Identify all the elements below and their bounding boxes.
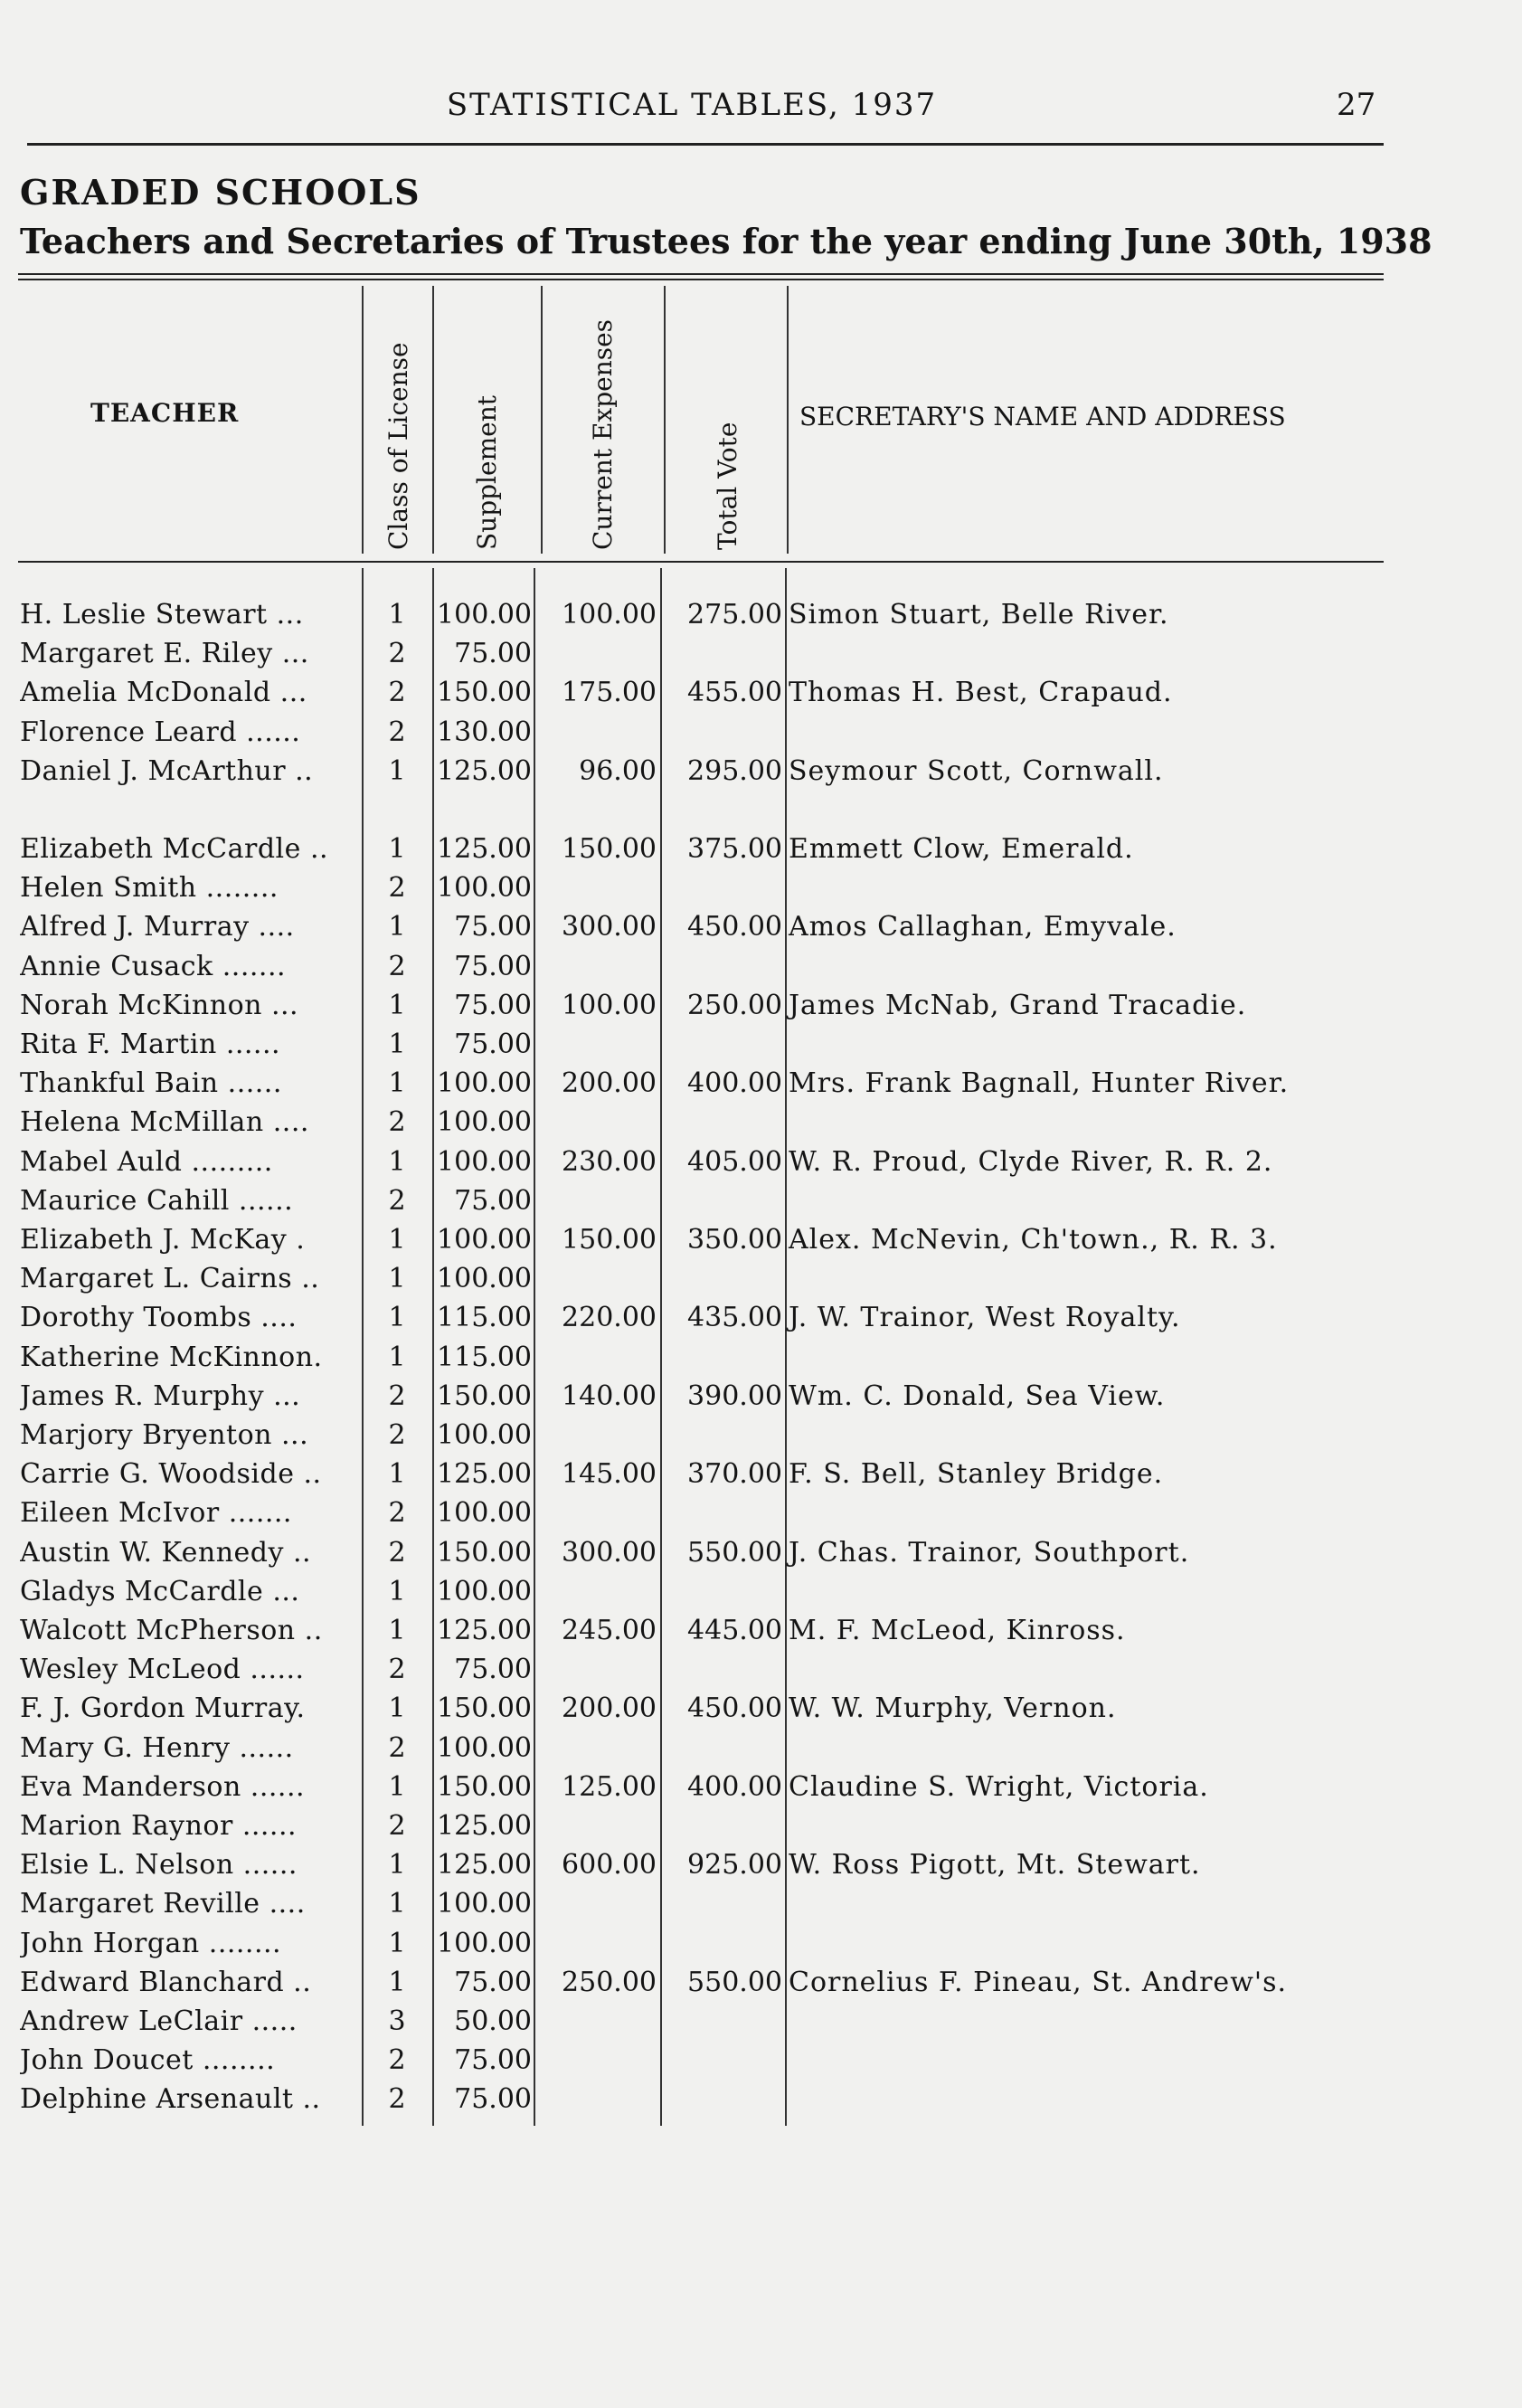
teacher-name: Amelia McDonald ... — [20, 677, 307, 709]
total-vote-value: 295.00 — [687, 754, 782, 787]
class-of-license-value: 2 — [388, 1106, 406, 1139]
class-of-license-value: 2 — [388, 1654, 406, 1686]
table-row — [0, 990, 1522, 1029]
current-expenses-value: 200.00 — [562, 1692, 657, 1725]
teacher-name: Mabel Auld ......... — [20, 1145, 273, 1178]
class-of-license-value: 1 — [388, 1927, 406, 1959]
current-expenses-value: 600.00 — [562, 1849, 657, 1882]
current-expenses-value: 96.00 — [579, 754, 657, 787]
teacher-name: Helen Smith ........ — [20, 872, 279, 905]
current-expenses-value: 300.00 — [562, 1536, 657, 1569]
secretary-name-address: Emmett Clow, Emerald. — [789, 833, 1134, 865]
running-head: STATISTICAL TABLES, 1937 — [446, 87, 938, 123]
teacher-name: Rita F. Martin ...... — [20, 1029, 281, 1060]
teacher-name: Katherine McKinnon. — [20, 1341, 323, 1373]
supplement-value: 75.00 — [454, 911, 532, 943]
supplement-value: 100.00 — [437, 1419, 532, 1451]
column-divider — [664, 286, 666, 554]
teacher-name: Marion Raynor ...... — [20, 1810, 298, 1842]
teacher-name: Eileen McIvor ....... — [20, 1497, 292, 1530]
supplement-value: 125.00 — [437, 1615, 532, 1646]
class-of-license-value: 2 — [388, 872, 406, 905]
supplement-value: 75.00 — [454, 2044, 532, 2077]
table-row — [0, 1263, 1522, 1302]
secretary-name-address: Seymour Scott, Cornwall. — [789, 754, 1164, 787]
table-row — [0, 755, 1522, 794]
class-of-license-value: 1 — [388, 911, 406, 943]
secretary-name-address: Wm. C. Donald, Sea View. — [789, 1379, 1166, 1412]
teacher-name: Elsie L. Nelson ...... — [20, 1849, 298, 1882]
column-divider — [432, 286, 434, 554]
supplement-value: 75.00 — [454, 950, 532, 982]
table-row — [0, 1849, 1522, 1888]
teacher-name: Margaret Reville .... — [20, 1888, 306, 1920]
supplement-value: 75.00 — [454, 1654, 532, 1686]
total-vote-value: 445.00 — [687, 1615, 782, 1646]
teacher-name: Mary G. Henry ...... — [20, 1731, 294, 1764]
supplement-value: 75.00 — [454, 1966, 532, 1998]
class-of-license-value: 2 — [388, 2083, 406, 2116]
class-of-license-value: 1 — [388, 754, 406, 787]
total-vote-value: 550.00 — [687, 1966, 782, 1998]
class-of-license-value: 2 — [388, 677, 406, 709]
supplement-value: 100.00 — [437, 1888, 532, 1920]
section-subtitle: Teachers and Secretaries of Trustees for the year ending June 30th, 1938 — [20, 221, 1432, 261]
table-row — [0, 1654, 1522, 1692]
supplement-value: 75.00 — [454, 1029, 532, 1060]
table-row — [0, 1928, 1522, 1967]
class-of-license-value: 1 — [388, 1615, 406, 1646]
current-expenses-value: 300.00 — [562, 911, 657, 943]
teacher-name: Elizabeth J. McKay . — [20, 1224, 306, 1256]
table-row — [0, 1185, 1522, 1224]
supplement-value: 125.00 — [437, 1849, 532, 1882]
teacher-name: Margaret E. Riley ... — [20, 638, 309, 670]
supplement-value: 100.00 — [437, 1224, 532, 1256]
table-row — [0, 716, 1522, 755]
column-divider — [787, 286, 789, 554]
table-row — [0, 951, 1522, 990]
supplement-value: 150.00 — [437, 677, 532, 709]
table-row — [0, 638, 1522, 677]
total-vote-value: 450.00 — [687, 1692, 782, 1725]
class-of-license-value: 1 — [388, 989, 406, 1021]
current-expenses-value: 175.00 — [562, 677, 657, 709]
class-of-license-value: 2 — [388, 1810, 406, 1842]
teacher-name: John Horgan ........ — [20, 1927, 282, 1959]
table-row — [0, 677, 1522, 716]
supplement-value: 75.00 — [454, 2083, 532, 2116]
table-row — [0, 1967, 1522, 2005]
class-of-license-value: 1 — [388, 1575, 406, 1607]
teacher-name: Austin W. Kennedy .. — [20, 1536, 312, 1569]
teacher-name: Dorothy Toombs .... — [20, 1302, 298, 1334]
teacher-name: Daniel J. McArthur .. — [20, 754, 314, 787]
class-of-license-value: 1 — [388, 1263, 406, 1295]
supplement-value: 130.00 — [437, 716, 532, 748]
teacher-name: Andrew LeClair ..... — [20, 2005, 298, 2037]
secretary-name-address: W. Ross Pigott, Mt. Stewart. — [789, 1849, 1201, 1882]
class-of-license-value: 2 — [388, 950, 406, 982]
supplement-value: 125.00 — [437, 754, 532, 787]
class-of-license-value: 1 — [388, 1458, 406, 1491]
table-row — [0, 1224, 1522, 1263]
current-expenses-value: 145.00 — [562, 1458, 657, 1491]
column-divider — [541, 286, 543, 554]
class-of-license-value: 1 — [388, 1888, 406, 1920]
current-expenses-value: 100.00 — [562, 599, 657, 630]
supplement-value: 75.00 — [454, 989, 532, 1021]
table-row — [0, 1106, 1522, 1145]
teacher-name: Elizabeth McCardle .. — [20, 833, 329, 865]
supplement-value: 115.00 — [437, 1341, 532, 1373]
secretary-name-address: Alex. McNevin, Ch'town., R. R. 3. — [789, 1224, 1278, 1256]
section-title: GRADED SCHOOLS — [20, 172, 421, 213]
class-of-license-value: 2 — [388, 638, 406, 670]
supplement-value: 125.00 — [437, 1810, 532, 1842]
teacher-name: Maurice Cahill ...... — [20, 1184, 294, 1217]
table-row — [0, 2083, 1522, 2122]
class-of-license-value: 1 — [388, 1029, 406, 1060]
secretary-name-address: Claudine S. Wright, Victoria. — [789, 1770, 1209, 1803]
class-of-license-value: 1 — [388, 1770, 406, 1803]
teacher-name: Gladys McCardle ... — [20, 1575, 300, 1607]
supplement-value: 50.00 — [454, 2005, 532, 2037]
supplement-value: 150.00 — [437, 1379, 532, 1412]
class-of-license-value: 2 — [388, 1379, 406, 1412]
supplement-value: 150.00 — [437, 1692, 532, 1725]
secretary-name-address: Cornelius F. Pineau, St. Andrew's. — [789, 1966, 1288, 1998]
secretary-name-address: James McNab, Grand Tracadie. — [789, 989, 1247, 1021]
current-expenses-value: 140.00 — [562, 1379, 657, 1412]
supplement-value: 100.00 — [437, 1067, 532, 1100]
table-row — [0, 1419, 1522, 1458]
secretary-name-address: J. W. Trainor, West Royalty. — [789, 1302, 1181, 1334]
current-expenses-value: 125.00 — [562, 1770, 657, 1803]
class-of-license-value: 1 — [388, 1302, 406, 1334]
total-vote-value: 350.00 — [687, 1224, 782, 1256]
teacher-name: Thankful Bain ...... — [20, 1067, 282, 1100]
teacher-name: Wesley McLeod ...... — [20, 1654, 305, 1686]
supplement-value: 100.00 — [437, 1927, 532, 1959]
current-expenses-value: 150.00 — [562, 833, 657, 865]
secretary-name-address: W. R. Proud, Clyde River, R. R. 2. — [789, 1145, 1273, 1178]
class-of-license-value: 2 — [388, 1419, 406, 1451]
supplement-value: 75.00 — [454, 1184, 532, 1217]
column-header-class-of-license: Class of License — [383, 342, 413, 550]
table-row — [0, 1067, 1522, 1106]
table-row — [0, 872, 1522, 911]
table-top-rule-double — [18, 279, 1384, 280]
total-vote-value: 450.00 — [687, 911, 782, 943]
teacher-name: Florence Leard ...... — [20, 716, 301, 748]
table-row — [0, 1732, 1522, 1771]
current-expenses-value: 245.00 — [562, 1615, 657, 1646]
teacher-name: Marjory Bryenton ... — [20, 1419, 309, 1451]
column-header-total-vote: Total Vote — [713, 422, 742, 550]
total-vote-value: 455.00 — [687, 677, 782, 709]
table-row — [0, 1537, 1522, 1576]
total-vote-value: 405.00 — [687, 1145, 782, 1178]
class-of-license-value: 2 — [388, 1731, 406, 1764]
supplement-value: 115.00 — [437, 1302, 532, 1334]
class-of-license-value: 2 — [388, 716, 406, 748]
supplement-value: 150.00 — [437, 1770, 532, 1803]
teacher-name: Eva Manderson ...... — [20, 1770, 306, 1803]
supplement-value: 125.00 — [437, 833, 532, 865]
supplement-value: 100.00 — [437, 872, 532, 905]
supplement-value: 100.00 — [437, 1497, 532, 1530]
class-of-license-value: 1 — [388, 599, 406, 630]
total-vote-value: 550.00 — [687, 1536, 782, 1569]
secretary-name-address: Simon Stuart, Belle River. — [789, 599, 1169, 630]
table-row — [0, 1302, 1522, 1341]
teacher-name: Walcott McPherson .. — [20, 1615, 323, 1646]
table-row — [0, 1146, 1522, 1185]
supplement-value: 125.00 — [437, 1458, 532, 1491]
class-of-license-value: 1 — [388, 833, 406, 865]
class-of-license-value: 1 — [388, 1224, 406, 1256]
column-header-secretary: SECRETARY'S NAME AND ADDRESS — [799, 402, 1286, 431]
teacher-name: Delphine Arsenault .. — [20, 2083, 321, 2116]
column-divider — [362, 286, 364, 554]
total-vote-value: 400.00 — [687, 1067, 782, 1100]
class-of-license-value: 1 — [388, 1067, 406, 1100]
class-of-license-value: 1 — [388, 1966, 406, 1998]
class-of-license-value: 1 — [388, 1692, 406, 1725]
class-of-license-value: 1 — [388, 1849, 406, 1882]
current-expenses-value: 250.00 — [562, 1966, 657, 1998]
table-row — [0, 1692, 1522, 1731]
current-expenses-value: 230.00 — [562, 1145, 657, 1178]
page-number: 27 — [1337, 87, 1376, 123]
teacher-name: Norah McKinnon ... — [20, 989, 299, 1021]
total-vote-value: 925.00 — [687, 1849, 782, 1882]
class-of-license-value: 2 — [388, 2044, 406, 2077]
supplement-value: 100.00 — [437, 1106, 532, 1139]
supplement-value: 100.00 — [437, 1263, 532, 1295]
secretary-name-address: Amos Callaghan, Emyvale. — [789, 911, 1177, 943]
secretary-name-address: Thomas H. Best, Crapaud. — [789, 677, 1173, 709]
column-header-teacher: TEACHER — [90, 398, 240, 428]
current-expenses-value: 150.00 — [562, 1224, 657, 1256]
table-row — [0, 1341, 1522, 1380]
current-expenses-value: 200.00 — [562, 1067, 657, 1100]
secretary-name-address: M. F. McLeod, Kinross. — [789, 1615, 1126, 1646]
secretary-name-address: J. Chas. Trainor, Southport. — [789, 1536, 1190, 1569]
current-expenses-value: 220.00 — [562, 1302, 657, 1334]
total-vote-value: 435.00 — [687, 1302, 782, 1334]
current-expenses-value: 100.00 — [562, 989, 657, 1021]
table-top-rule — [18, 273, 1384, 275]
supplement-value: 100.00 — [437, 1145, 532, 1178]
total-vote-value: 370.00 — [687, 1458, 782, 1491]
class-of-license-value: 1 — [388, 1145, 406, 1178]
table-row — [0, 1458, 1522, 1497]
class-of-license-value: 2 — [388, 1184, 406, 1217]
supplement-value: 100.00 — [437, 1731, 532, 1764]
total-vote-value: 400.00 — [687, 1770, 782, 1803]
table-row — [0, 2005, 1522, 2044]
column-header-current-expenses: Current Expenses — [588, 318, 618, 550]
teacher-name: Margaret L. Cairns .. — [20, 1263, 320, 1295]
table-row — [0, 1810, 1522, 1849]
teacher-name: Carrie G. Woodside .. — [20, 1458, 322, 1491]
class-of-license-value: 1 — [388, 1341, 406, 1373]
table-row — [0, 1576, 1522, 1615]
header-rule — [27, 143, 1384, 146]
table-row — [0, 2044, 1522, 2083]
table-row — [0, 1615, 1522, 1654]
total-vote-value: 275.00 — [687, 599, 782, 630]
class-of-license-value: 3 — [388, 2005, 406, 2037]
teacher-name: Annie Cusack ....... — [20, 950, 287, 982]
class-of-license-value: 2 — [388, 1536, 406, 1569]
table-row — [0, 1771, 1522, 1810]
teacher-name: Alfred J. Murray .... — [20, 911, 295, 943]
supplement-value: 75.00 — [454, 638, 532, 670]
secretary-name-address: F. S. Bell, Stanley Bridge. — [789, 1458, 1164, 1491]
class-of-license-value: 2 — [388, 1497, 406, 1530]
table-row — [0, 1380, 1522, 1419]
table-row — [0, 1497, 1522, 1536]
total-vote-value: 250.00 — [687, 989, 782, 1021]
teacher-name: John Doucet ........ — [20, 2044, 276, 2077]
table-row — [0, 833, 1522, 872]
table-row — [0, 599, 1522, 638]
supplement-value: 100.00 — [437, 599, 532, 630]
column-header-supplement: Supplement — [472, 395, 502, 550]
total-vote-value: 390.00 — [687, 1379, 782, 1412]
secretary-name-address: W. W. Murphy, Vernon. — [789, 1692, 1117, 1725]
table-row — [0, 911, 1522, 950]
secretary-name-address: Mrs. Frank Bagnall, Hunter River. — [789, 1067, 1290, 1100]
supplement-value: 100.00 — [437, 1575, 532, 1607]
teacher-name: Helena McMillan .... — [20, 1106, 309, 1139]
table-row — [0, 1029, 1522, 1067]
supplement-value: 150.00 — [437, 1536, 532, 1569]
total-vote-value: 375.00 — [687, 833, 782, 865]
teacher-name: H. Leslie Stewart ... — [20, 599, 304, 630]
teacher-name: James R. Murphy ... — [20, 1379, 301, 1412]
teacher-name: Edward Blanchard .. — [20, 1966, 312, 1998]
table-row — [0, 1888, 1522, 1927]
table-header-rule — [18, 561, 1384, 563]
teacher-name: F. J. Gordon Murray. — [20, 1692, 306, 1725]
